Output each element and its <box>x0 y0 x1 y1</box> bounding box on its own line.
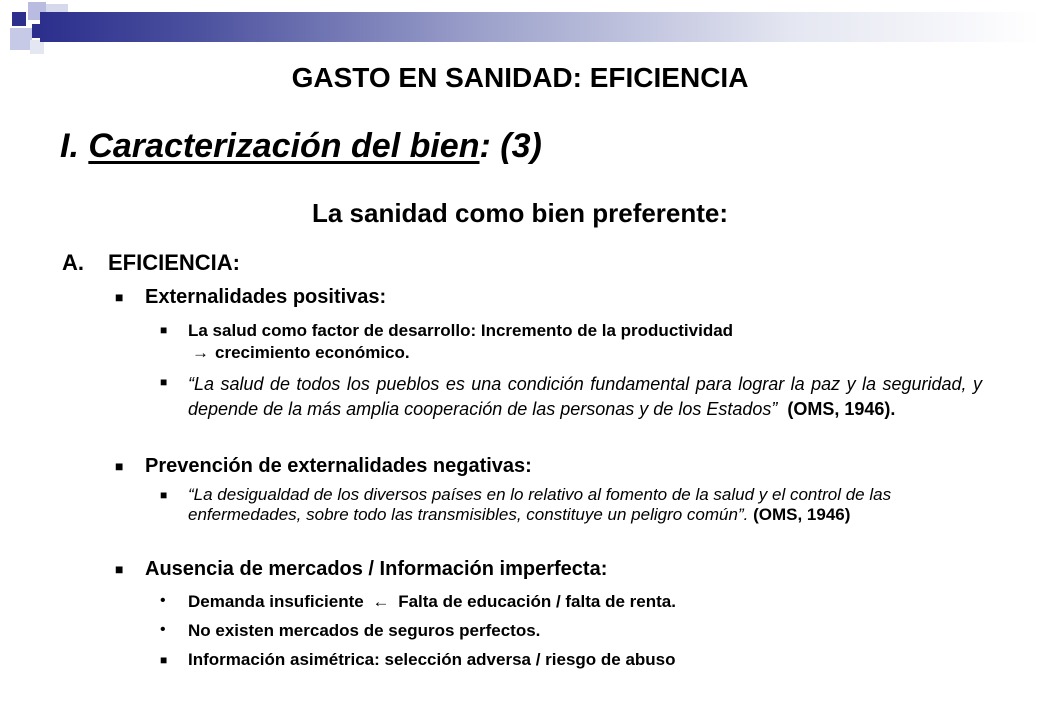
desarrollo-line1: La salud como factor de desarrollo: Incremento de la productividad <box>188 321 734 340</box>
demanda-text <box>188 592 676 612</box>
square-bullet-icon: ■ <box>115 289 124 305</box>
oms-paz-cite: (OMS, 1946). <box>787 399 896 419</box>
round-bullet-icon: • <box>160 592 166 609</box>
demanda-pre: Demanda insuficiente <box>188 592 364 611</box>
externalidades-label: Externalidades positivas: <box>145 286 387 308</box>
section-heading: La sanidad como bien preferente: <box>311 198 729 228</box>
left-arrow-icon: ← <box>372 592 390 611</box>
demanda-post: Falta de educación / falta de renta. <box>398 592 676 611</box>
list-item-ausencia <box>115 558 607 581</box>
desigualdad-text <box>188 485 940 525</box>
header-gradient-bar <box>40 12 1040 42</box>
list-item-demanda <box>160 592 676 612</box>
decor-square-1 <box>12 12 26 26</box>
square-bullet-icon: ■ <box>160 488 168 502</box>
oms-paz-text <box>188 372 982 422</box>
decor-square-6 <box>30 40 44 54</box>
list-item-oms-paz <box>160 372 982 422</box>
desigualdad-quote: “La desigualdad de los diversos países en lo relativo al fomento de la salud y el control de las enfermedades, sobre todo las transmisibles, constituye un peligro común”. <box>188 485 892 524</box>
square-bullet-icon: ■ <box>115 458 124 474</box>
oms-paz-quote: “La salud de todos los pueblos es una condición fundamental para lograr la paz y la seguridad, y depende de la más amplia cooperación de las personas y de los Estados” <box>188 374 982 419</box>
square-bullet-icon: ■ <box>160 323 168 337</box>
subtitle-underlined: Caracterización del bien <box>88 127 480 165</box>
section-number: A. <box>62 250 84 275</box>
subtitle-suffix: : (3) <box>479 127 542 165</box>
decor-square-4 <box>10 28 32 50</box>
ausencia-label: Ausencia de mercados / Información imperfecta: <box>145 558 608 580</box>
desarrollo-line2: crecimiento económico. <box>215 343 410 362</box>
list-item-desigualdad <box>160 485 940 525</box>
square-bullet-icon: ■ <box>160 375 168 389</box>
desigualdad-cite: (OMS, 1946) <box>753 505 851 524</box>
slide-subtitle <box>60 127 542 166</box>
square-bullet-icon: ■ <box>115 561 124 577</box>
asimetrica-text: Información asimétrica: selección adversa / riesgo de abuso <box>188 650 676 669</box>
list-item-seguros <box>160 621 540 641</box>
round-bullet-icon: • <box>160 621 166 638</box>
prevencion-label: Prevención de externalidades negativas: <box>145 455 532 477</box>
desarrollo-text <box>188 320 733 364</box>
subtitle-prefix: I. <box>60 127 89 165</box>
section-eficiencia <box>62 250 240 276</box>
list-item-prevencion <box>115 455 532 478</box>
list-item-externalidades <box>115 286 386 309</box>
list-item-asimetrica <box>160 650 676 670</box>
list-item-desarrollo <box>160 320 990 364</box>
slide-title: GASTO EN SANIDAD: EFICIENCIA <box>291 62 749 93</box>
right-arrow-icon: → <box>192 343 209 362</box>
square-bullet-icon: ■ <box>160 653 168 667</box>
seguros-text: No existen mercados de seguros perfectos. <box>188 621 541 640</box>
section-label: EFICIENCIA: <box>108 250 240 275</box>
